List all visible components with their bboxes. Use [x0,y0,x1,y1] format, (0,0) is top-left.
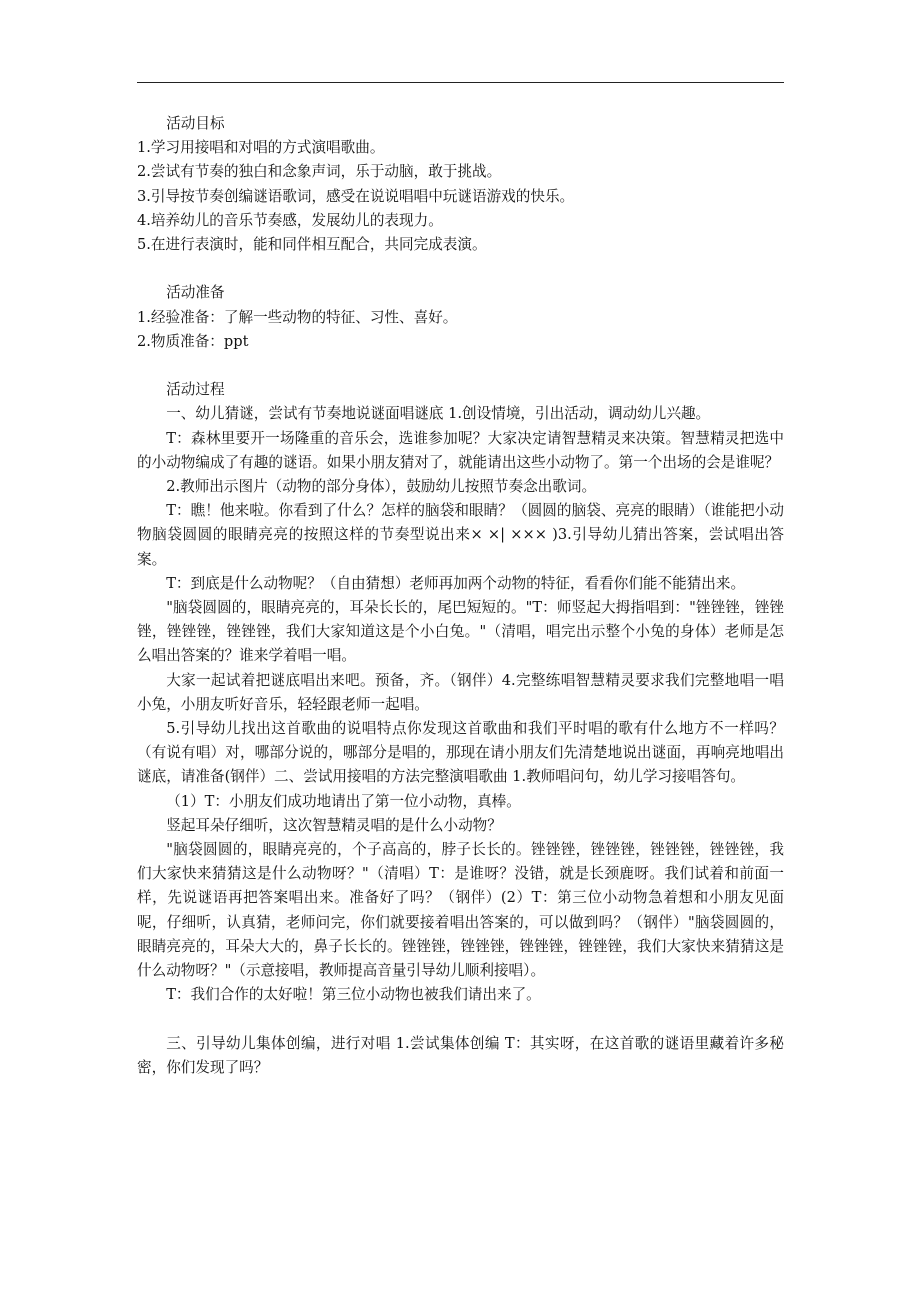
prep-title: 活动准备 [166,284,225,302]
spacer [137,257,784,281]
prep-item: 2.物质准备：ppt [137,332,249,350]
goal-item: 2.尝试有节奏的独白和念象声词，乐于动脑，敢于挑战。 [137,163,502,181]
goal-item: 5.在进行表演时，能和同伴相互配合，共同完成表演。 [137,236,487,254]
goal-item: 4.培养幼儿的音乐节奏感，发展幼儿的表现力。 [137,211,443,229]
prep-item: 1.经验准备：了解一些动物的特征、习性、喜好。 [137,308,458,326]
process-paragraph: 一、幼儿猜谜，尝试有节奏地说谜面唱谜底 1.创设情境，引出活动，调动幼儿兴趣。 [166,405,711,423]
process-paragraph: T：森林里要开一场隆重的音乐会，选谁参加呢？大家决定请智慧精灵来决策。智慧精灵把选中的小动物编成了有趣的谜语。如果小朋友猜对了，就能请出这些小动物了。第一个出场的会是谁呢？ [137,429,784,471]
spacer [137,354,784,378]
process-paragraph: "脑袋圆圆的，眼睛亮亮的，个子高高的，脖子长长的。锉锉锉，锉锉锉，锉锉锉，锉锉锉，我们大家快来猜猜这是什么动物呀？"（清唱）T：是谁呀？没错，就是长颈鹿呀。我们试着和前面一样，先说谜语再把答案唱出来。准备好了吗？（钢伴）(2）T：第三位小动物急着想和小朋友见面呢，仔细听，认真猜，老师问完，你们就要接着唱出答案的，可以做到吗？（钢伴）"脑袋圆圆的，眼睛亮亮的，耳朵大大的，鼻子长长的。锉锉锉，锉锉锉，锉锉锉，锉锉锉，我们大家快来猜猜这是什么动物呀？"（示意接唱，教师提高音量引导幼儿顺利接唱）。 [137,841,784,980]
process-paragraph: T：瞧！他来啦。你看到了什么？怎样的脑袋和眼睛？（圆圆的脑袋、亮亮的眼睛）（谁能把小动物脑袋圆圆的眼睛亮亮的按照这样的节奏型说出来× ×| ××× )3.引导幼儿猜出答案，尝试唱出答案。 [137,502,784,568]
process-paragraph: T：到底是什么动物呢？（自由猜想）老师再加两个动物的特征，看看你们能不能猜出来。 [166,574,746,592]
process-paragraph: 大家一起试着把谜底唱出来吧。预备，齐。（钢伴）4.完整练唱智慧精灵要求我们完整地唱一唱小兔，小朋友听好音乐，轻轻跟老师一起唱。 [137,671,784,713]
process-paragraph: 5.引导幼儿找出这首歌曲的说唱特点你发现这首歌曲和我们平时唱的歌有什么地方不一样吗？（有说有唱）对，哪部分说的，哪部分是唱的，那现在请小朋友们先清楚地说出谜面，再响亮地唱出谜底，请准备(钢伴）二、尝试用接唱的方法完整演唱歌曲 1.教师唱问句，幼儿学习接唱答句。 [137,720,784,786]
process-paragraph: "脑袋圆圆的，眼睛亮亮的，耳朵长长的，尾巴短短的。"T：师竖起大拇指唱到："锉锉锉，锉锉锉，锉锉锉，锉锉锉，我们大家知道这是个小白兔。"（清唱，唱完出示整个小兔的身体）老师是怎么唱出答案的？谁来学着唱一唱。 [137,599,784,665]
header-rule [137,82,784,83]
document-body [137,112,784,1080]
goals-title: 活动目标 [166,115,225,132]
spacer [137,1007,784,1031]
process-paragraph: 竖起耳朵仔细听，这次智慧精灵唱的是什么小动物？ [166,816,502,834]
goal-item: 1.学习用接唱和对唱的方式演唱歌曲。 [137,139,385,157]
process-paragraph: （1）T：小朋友们成功地请出了第一位小动物，真棒。 [166,792,521,810]
process-title: 活动过程 [166,381,225,399]
goal-item: 3.引导按节奏创编谜语歌词，感受在说说唱唱中玩谜语游戏的快乐。 [137,187,575,205]
process-paragraph: 2.教师出示图片（动物的部分身体），鼓励幼儿按照节奏念出歌词。 [166,478,597,496]
part3-paragraph: 三、引导幼儿集体创编，进行对唱 1.尝试集体创编 T：其实呀，在这首歌的谜语里藏着许多秘密，你们发现了吗？ [137,1034,784,1076]
process-paragraph: T：我们合作的太好啦！第三位小动物也被我们请出来了。 [166,986,541,1004]
